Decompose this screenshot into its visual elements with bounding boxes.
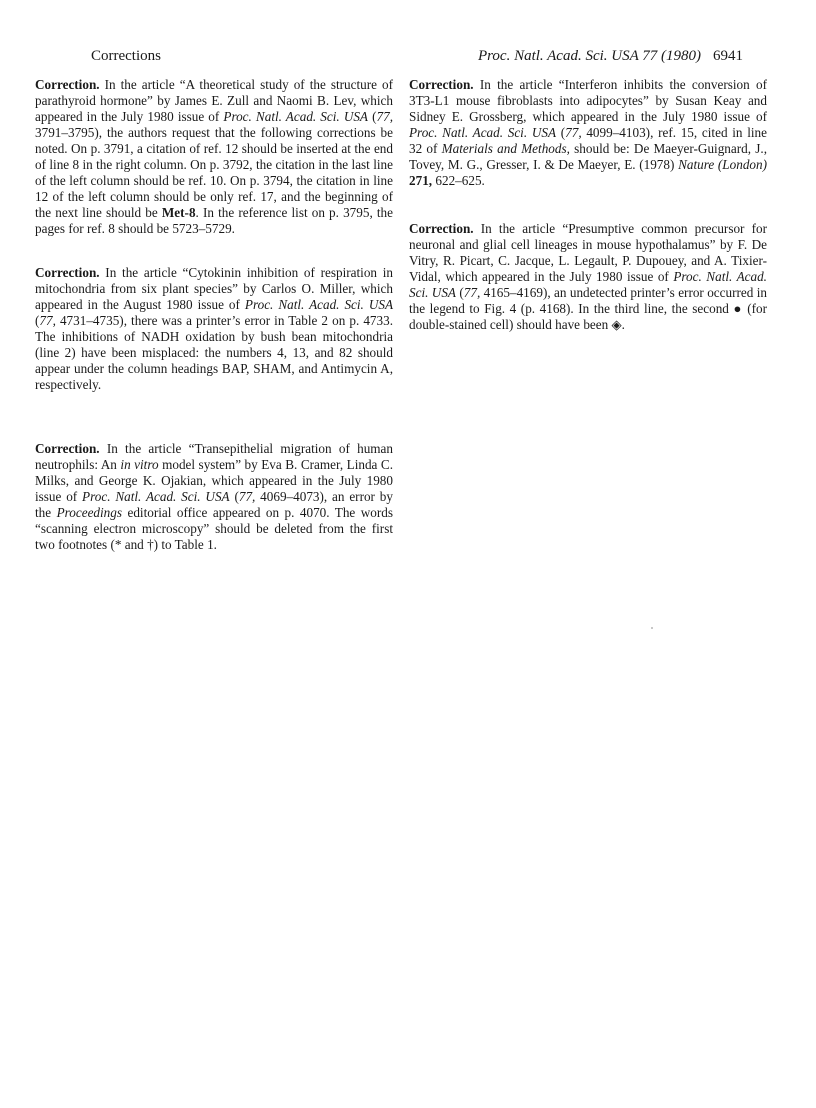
correction-text: 77, xyxy=(238,489,256,504)
correction-text: . In the reference list on p. 3795, the pages for ref. 8 should be 5723–5729. xyxy=(35,205,393,236)
correction-text: 77, xyxy=(463,285,481,300)
correction-text: In the article “Interferon inhibits the conversion of 3T3-L1 mouse fibroblasts into adipocytes” by Susan Keay and Sidney E. Grossberg, which appeared in the July 1980 issue of xyxy=(409,77,767,124)
correction-entry xyxy=(409,77,767,189)
correction-text: Proc. Natl. Acad. Sci. USA xyxy=(409,125,557,140)
correction-text: Proc. Natl. Acad. Sci. USA xyxy=(409,269,767,300)
correction-text: In the article “A theoretical study of the structure of parathyroid hormone” by James E. Zull and Naomi B. Lev, which appeared in the July 1980 issue of xyxy=(35,77,393,124)
correction-text: ( xyxy=(368,109,377,124)
correction-text: Materials and Methods, xyxy=(441,141,570,156)
running-header-journal xyxy=(478,48,743,65)
correction-text: In the article “Transepithelial migration of human neutrophils: An xyxy=(35,441,393,472)
correction-text: ( xyxy=(556,125,566,140)
correction-paragraph xyxy=(35,265,393,393)
correction-text: 3791–3795), the authors request that the following corrections be noted. On p. 3791, a citation of ref. 12 should be inserted at the end of line 8 in the right column. On p. 3792, the citation in the last line of the left column should be ref. 10. On p. 3794, the citation in line 12 of the left column should be only ref. 17, and the beginning of the next line should be xyxy=(35,125,393,220)
correction-label: Correction. xyxy=(35,77,100,92)
correction-text: Proc. Natl. Acad. Sci. USA xyxy=(223,109,368,124)
page-number: 6941 xyxy=(713,48,743,64)
correction-text: model system” by Eva B. Cramer, Linda C. Milks, and George K. Ojakian, which appeared in the July 1980 issue of xyxy=(35,457,394,504)
correction-text: in vitro xyxy=(120,457,159,472)
correction-paragraph xyxy=(35,77,393,237)
correction-entry xyxy=(35,441,393,553)
correction-text: 77, xyxy=(565,125,582,140)
correction-entry xyxy=(409,221,767,333)
correction-text: ( xyxy=(229,489,239,504)
correction-text: 4165–4169), an undetected printer’s error occurred in the legend to Fig. 4 (p. 4168). In the third line, the second ● (for double-stained cell) should have been ◈. xyxy=(409,285,767,332)
correction-text: Proc. Natl. Acad. Sci. USA xyxy=(244,297,394,312)
correction-text: should be: De Maeyer-Guignard, J., Tovey, M. G., Gresser, I. & De Maeyer, E. (1978) xyxy=(409,141,767,172)
correction-entry xyxy=(35,77,393,237)
correction-text: 77, xyxy=(39,313,56,328)
correction-text: Proc. Natl. Acad. Sci. USA xyxy=(82,489,230,504)
correction-text: Nature (London) xyxy=(678,157,767,172)
correction-label: Correction. xyxy=(409,221,474,236)
correction-text: Met-8 xyxy=(161,205,196,220)
correction-label: Correction. xyxy=(409,77,474,92)
correction-entry xyxy=(35,265,393,393)
correction-text: ( xyxy=(35,313,40,328)
running-header-section: Corrections xyxy=(91,48,161,64)
correction-text: In the article “Cytokinin inhibition of respiration in mitochondria from six plant species” by Carlos O. Miller, which appeared in the August 1980 issue of xyxy=(35,265,393,312)
correction-paragraph xyxy=(409,221,767,333)
correction-text: Proceedings xyxy=(56,505,123,520)
correction-paragraph xyxy=(409,77,767,189)
correction-label: Correction. xyxy=(35,441,100,456)
journal-citation: Proc. Natl. Acad. Sci. USA 77 (1980) xyxy=(477,48,701,64)
scan-speck xyxy=(651,627,653,629)
correction-text: In the article “Presumptive common precursor for neuronal and glial cell lineages in mouse hypothalamus” by F. De Vitry, R. Picart, C. Jacque, L. Legault, P. Dupouey, and A. Tixier-Vidal, which appeared in the July 1980 issue of xyxy=(409,221,767,284)
correction-text: 77, xyxy=(376,109,393,124)
correction-text: 622–625. xyxy=(432,173,485,188)
correction-text: 4099–4103), ref. 15, cited in line 32 of xyxy=(409,125,767,156)
correction-text: editorial office appeared on p. 4070. The words “scanning electron microscopy” should be deleted from the first two footnotes (* and †) to Table 1. xyxy=(35,505,393,552)
correction-text: ( xyxy=(455,285,464,300)
correction-text: 4069–4073), an error by the xyxy=(35,489,393,520)
correction-paragraph xyxy=(35,441,393,553)
correction-label: Correction. xyxy=(35,265,100,280)
correction-text: 4731–4735), there was a printer’s error in Table 2 on p. 4733. The inhibitions of NADH oxidation by bush bean mitochondria (line 2) have been misplaced: the numbers 4, 13, and 82 should appear under the column headings BAP, SHAM, and Antimycin A, respectively. xyxy=(35,313,393,392)
correction-text: 271, xyxy=(409,173,433,188)
